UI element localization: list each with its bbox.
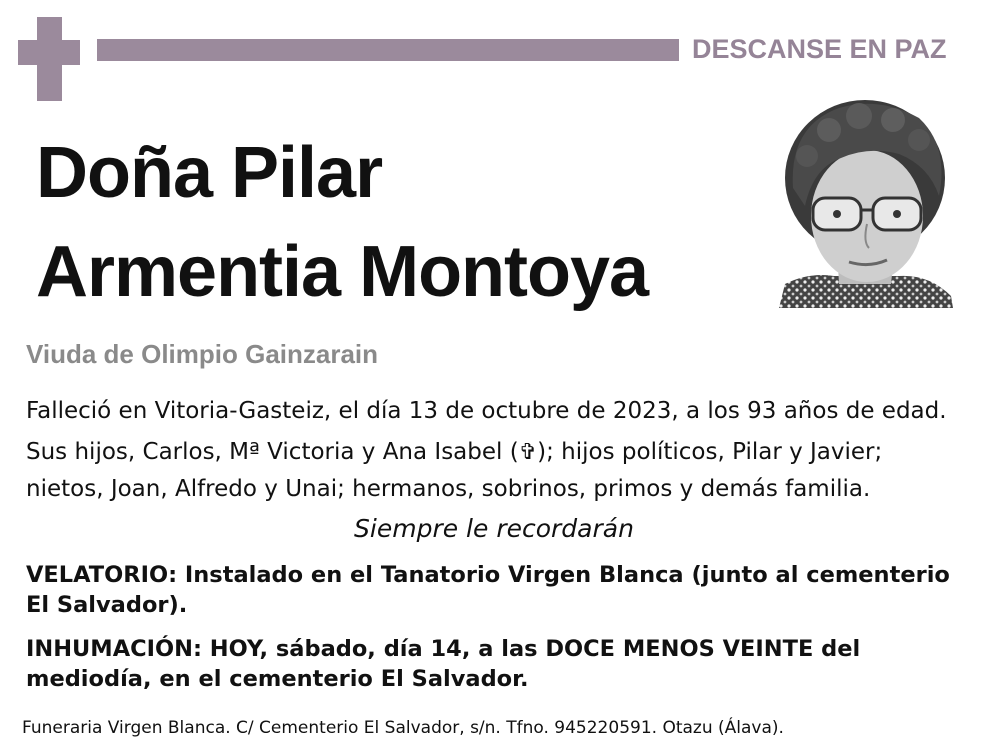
family-line-2: nietos, Joan, Alfredo y Unai; hermanos, sobrinos, primos y demás familia.	[26, 476, 871, 502]
death-announcement: Falleció en Vitoria-Gasteiz, el día 13 de octubre de 2023, a los 93 años de edad.	[26, 398, 947, 424]
family-children: Sus hijos, Carlos, Mª Victoria y Ana Isabel (	[26, 439, 519, 465]
inhumacion-info: INHUMACIÓN: HOY, sábado, día 14, a las DOCE MENOS VEINTE del mediodía, en el cementerio El Salvador.	[26, 636, 861, 692]
header-band	[97, 39, 679, 61]
deceased-name-line2: Armentia Montoya	[36, 232, 649, 312]
portrait-illustration	[779, 96, 953, 308]
deceased-name-line1: Doña Pilar	[36, 133, 383, 213]
family-line-1	[26, 437, 966, 468]
velatorio-info: VELATORIO: Instalado en el Tanatorio Virgen Blanca (junto al cementerio El Salvador).	[26, 562, 950, 618]
funeral-home-footer: Funeraria Virgen Blanca. C/ Cementerio El Salvador, s/n. Tfno. 945220591. Otazu (Álava).	[22, 718, 784, 738]
widow-of-line: Viuda de Olimpio Gainzarain	[26, 339, 379, 369]
portrait-photo	[779, 96, 953, 308]
small-cross-icon: ✞	[518, 440, 538, 465]
cross-horizontal-bar	[18, 40, 80, 65]
family-in-laws: ); hijos políticos, Pilar y Javier;	[537, 439, 883, 465]
remembrance-line: Siempre le recordarán	[354, 514, 634, 543]
header-tagline: DESCANSE EN PAZ	[692, 34, 947, 64]
